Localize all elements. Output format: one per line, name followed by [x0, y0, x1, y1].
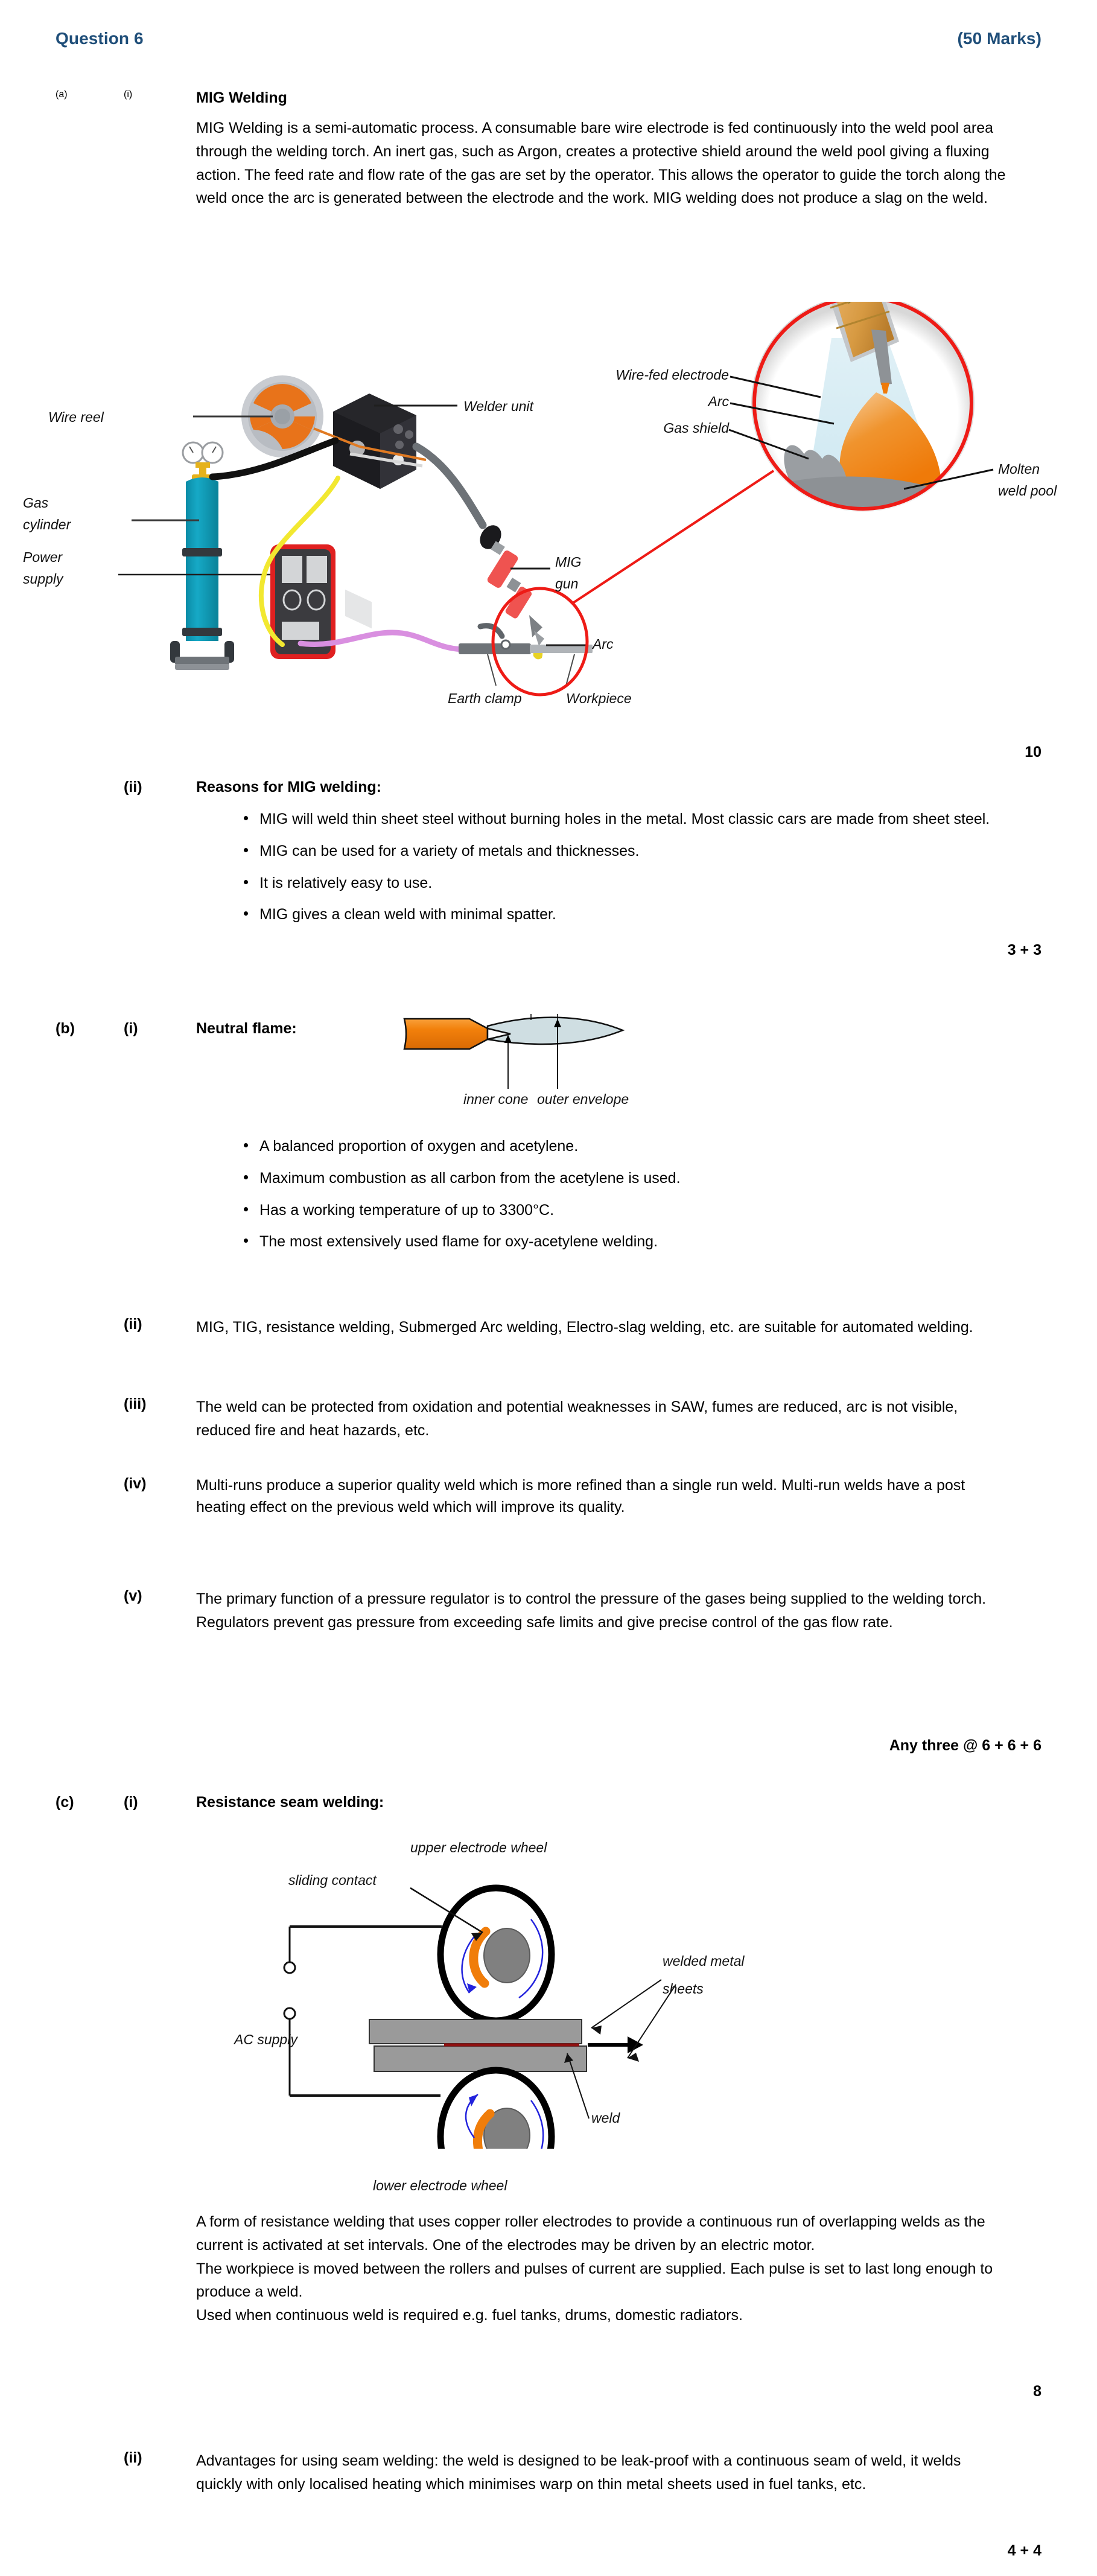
list-item: Has a working temperature of up to 3300°C. [241, 1199, 1026, 1222]
label-gas-shield: Gas shield [663, 420, 729, 436]
section-b-v-text: The primary function of a pressure regulator is to control the pressure of the gases being supplied to the welding torch. Regulators prevent gas pressure from exceeding safe limits and give precise control of the gas flow rate. [196, 1590, 987, 1631]
seam-para-2: The workpiece is moved between the rollers and pulses of current are supplied. Each pulse is set to last long enough to produce a weld. [196, 2260, 993, 2301]
section-b-iii-text: The weld can be protected from oxidation and potential weaknesses in SAW, fumes are reduced, arc is not visible, reduced fire and heat hazards, etc. [196, 1398, 958, 1439]
mig-welding-diagram [0, 302, 1097, 718]
section-b-v-numeral: (v) [124, 1587, 142, 1604]
section-b-iv-numeral: (iv) [124, 1475, 147, 1492]
reasons-mig-heading: Reasons for MIG welding: [196, 779, 381, 795]
reasons-mig-list [223, 808, 1026, 935]
label-welded-metal: welded metal [663, 1953, 745, 1969]
marks-a-ii: 3 + 3 [1007, 942, 1041, 958]
seam-welding-heading: Resistance seam welding: [196, 1794, 384, 1811]
list-item: A balanced proportion of oxygen and acetylene. [241, 1135, 1026, 1158]
lower-electrode-wheel-graphic [440, 2070, 552, 2149]
section-b-ii-text: MIG, TIG, resistance welding, Submerged Arc welding, Electro-slag welding, etc. are suitable for automated welding. [196, 1319, 973, 1336]
ac-terminal-upper [284, 1962, 295, 1973]
section-c-letter: (c) [56, 1794, 74, 1811]
label-wire-fed-electrode: Wire-fed electrode [615, 367, 729, 383]
label-molten-1: Molten [998, 461, 1040, 477]
label-ac-supply: AC supply [234, 2032, 297, 2047]
label-workpiece: Workpiece [566, 690, 632, 706]
label-upper-electrode-wheel: upper electrode wheel [410, 1840, 547, 1855]
list-item: It is relatively easy to use. [241, 872, 1026, 895]
list-item: The most extensively used flame for oxy-acetylene welding. [241, 1230, 1026, 1254]
list-item: MIG can be used for a variety of metals and thicknesses. [241, 840, 1026, 863]
section-b-iv-text: Multi-runs produce a superior quality weld which is more refined than a single run weld. Multi-run welds have a post heating effect on the previous weld which will improve its quality. [196, 1477, 965, 1516]
question-title: Question 6 [56, 29, 144, 48]
mig-welding-paragraph: MIG Welding is a semi-automatic process. A consumable bare wire electrode is fed continuously into the weld pool area through the welding torch. An inert gas, such as Argon, creates a protective shield around the weld pool giving a fluxing action. The feed rate and flow rate of the gas are set by the operator. This allows the operator to guide the torch along the weld once the arc is generated between the electrode and the work. MIG welding does not produce a slag on the weld. [196, 120, 1006, 207]
section-a-letter: (a) [56, 89, 68, 100]
neutral-flame-heading: Neutral flame: [196, 1020, 297, 1037]
page-header [56, 29, 1041, 48]
label-inner-cone: inner cone [463, 1091, 529, 1107]
label-inset-arc: Arc [708, 394, 729, 409]
section-c-ii-numeral: (ii) [124, 2449, 142, 2466]
section-b-letter: (b) [56, 1020, 75, 1037]
neutral-flame-diagram [386, 1002, 724, 1107]
section-a-ii-numeral: (ii) [124, 779, 142, 795]
label-sliding-contact: sliding contact [288, 1872, 377, 1888]
label-sheets: sheets [663, 1981, 704, 1997]
section-c-ii-text: Advantages for using seam welding: the weld is designed to be leak-proof with a continuous seam of weld, it welds quickly with only localised heating which minimises warp on thin metal sheets used in fuel tanks, etc. [196, 2452, 961, 2493]
label-mig-gun-1: MIG [555, 554, 582, 570]
marks-c-i: 8 [1033, 2383, 1041, 2400]
power-supply-graphic [261, 478, 466, 659]
label-arc: Arc [593, 636, 614, 652]
label-weld: weld [591, 2110, 620, 2126]
label-power-supply-2: supply [23, 571, 63, 587]
label-power-supply-1: Power [23, 549, 63, 565]
magnifier-connector [572, 471, 774, 604]
list-item: MIG will weld thin sheet steel without burning holes in the metal. Most classic cars are made from sheet steel. [241, 808, 1026, 831]
seam-para-1: A form of resistance welding that uses copper roller electrodes to provide a continuous run of overlapping welds as the current is activated at set intervals. One of the electrodes may be driven by an electric motor. [196, 2213, 985, 2254]
label-earth-clamp: Earth clamp [448, 690, 522, 706]
list-item: Maximum combustion as all carbon from the acetylene is used. [241, 1167, 1026, 1190]
label-outer-envelope: outer envelope [537, 1091, 629, 1107]
marks-c-ii: 4 + 4 [1007, 2542, 1041, 2559]
section-b-i-numeral: (i) [124, 1020, 138, 1037]
label-molten-2: weld pool [998, 483, 1057, 499]
resistance-seam-welding-diagram [229, 1835, 772, 2193]
section-c-i-numeral: (i) [124, 1794, 138, 1811]
label-gas-cylinder-1: Gas [23, 495, 49, 511]
marks-a-i: 10 [1025, 744, 1041, 760]
workpiece-graphic [459, 626, 593, 686]
seam-para-3: Used when continuous weld is required e.g. fuel tanks, drums, domestic radiators. [196, 2307, 743, 2324]
marks-b: Any three @ 6 + 6 + 6 [889, 1737, 1041, 1754]
label-gas-cylinder-2: cylinder [23, 517, 71, 532]
mig-welding-heading: MIG Welding [196, 89, 287, 106]
label-welder-unit: Welder unit [463, 398, 533, 414]
section-b-ii-numeral: (ii) [124, 1316, 142, 1333]
seam-welding-description [196, 2210, 1011, 2327]
section-a-i-numeral: (i) [124, 89, 133, 100]
label-lower-electrode-wheel: lower electrode wheel [373, 2178, 507, 2193]
weld-pool-inset [751, 302, 975, 519]
torch-nozzle [404, 1019, 488, 1049]
section-b-iii-numeral: (iii) [124, 1395, 147, 1412]
welded-metal-sheets-graphic [369, 2020, 643, 2071]
label-mig-gun-2: gun [555, 576, 579, 591]
list-item: MIG gives a clean weld with minimal spatter. [241, 903, 1026, 926]
upper-electrode-wheel-graphic [440, 1888, 552, 2021]
neutral-flame-list [223, 1135, 1026, 1262]
marks-total: (50 Marks) [957, 29, 1041, 48]
label-wire-reel: Wire reel [48, 409, 104, 425]
ac-terminal-lower [284, 2008, 295, 2019]
